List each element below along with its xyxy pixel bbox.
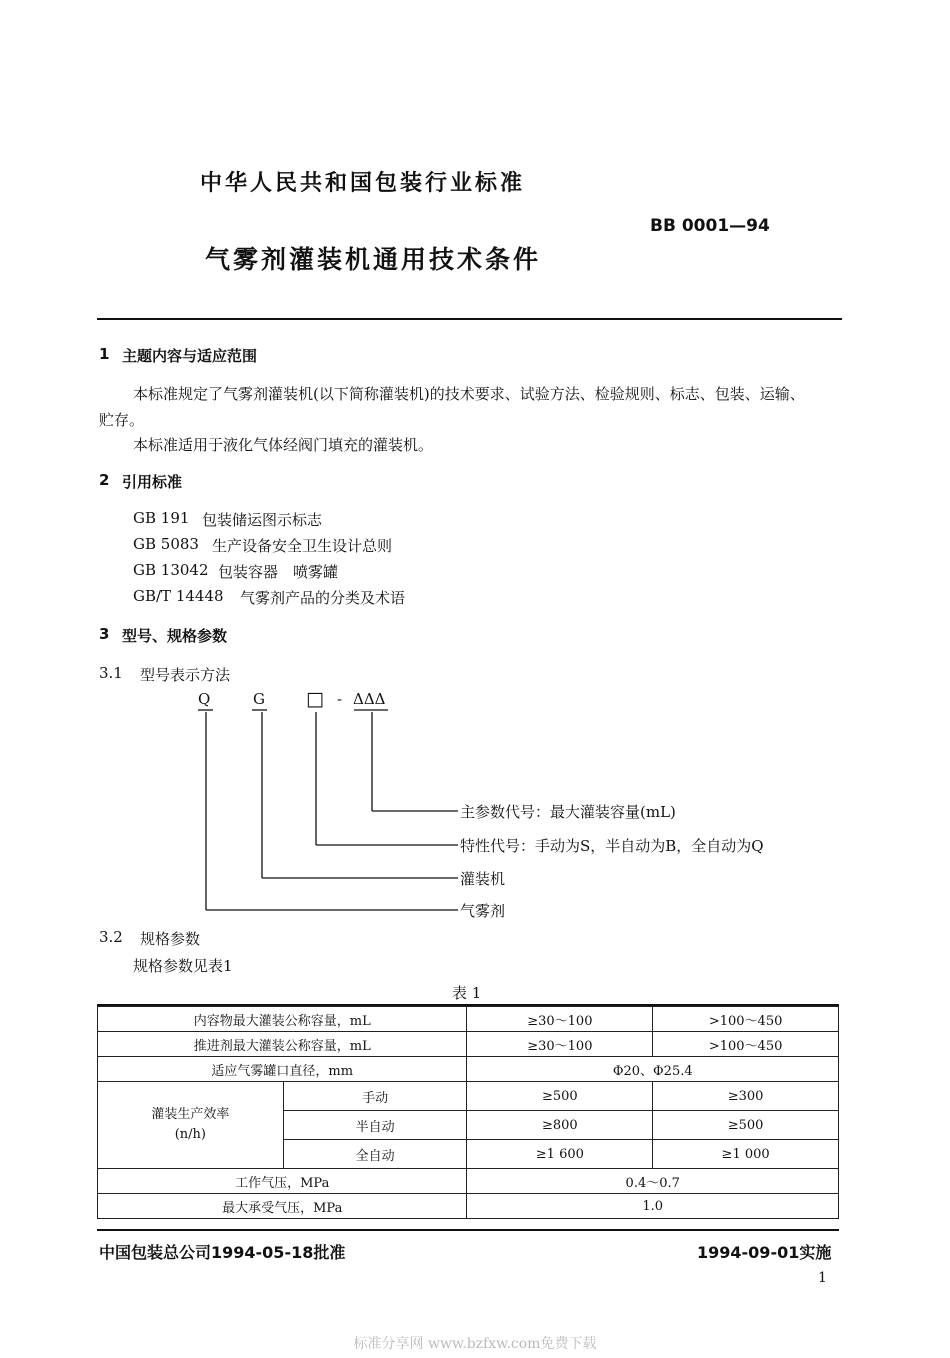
table-cell: 0.4～0.7 [467,1169,839,1194]
label-feature-code: 特性代号：手动为S，半自动为B，全自动为Q [460,837,764,855]
table-caption: 表 1 [452,984,482,1002]
reference-code: GB 5083 [133,535,199,553]
model-letter-q: Q [198,690,211,708]
table-row [98,1032,839,1057]
org-title: 中华人民共和国包装行业标准 [200,171,526,196]
subsection-3-2-heading: 规格参数 [140,930,201,948]
footer-divider [97,1229,839,1231]
table-cell: ≥800 [467,1111,653,1140]
standard-code: BB 0001—94 [650,216,770,236]
table-cell: ≥1 600 [467,1140,653,1169]
table-cell-label: 半自动 [283,1111,467,1140]
label-filling-machine: 灌装机 [460,870,506,888]
reference-code: GB 191 [133,509,190,527]
section-3-heading: 型号、规格参数 [122,627,228,645]
subsection-3-1-number: 3.1 [99,664,123,682]
table-row [98,1169,839,1194]
table-row [98,1082,839,1111]
table-cell: ≥1 000 [653,1140,839,1169]
section-1-paragraph-2: 本标准适用于液化气体经阀门填充的灌装机。 [133,436,434,454]
spec-table [97,1006,839,1219]
table-cell: ≥500 [467,1082,653,1111]
subsection-3-1-heading: 型号表示方法 [140,666,231,684]
section-1-paragraph-line-2: 贮存。 [99,411,145,429]
model-dash: - [337,690,343,708]
reference-title: 包装储运图示标志 [202,511,323,529]
section-2-number: 2 [99,471,110,489]
table-cell: ≥30～100 [467,1007,653,1032]
watermark: 标准分享网 www.bzfxw.com免费下载 [353,1336,597,1352]
subsection-3-2-text: 规格参数见表1 [133,957,233,975]
reference-title: 生产设备安全卫生设计总则 [212,537,393,555]
table-row [98,1194,839,1219]
label-main-parameter: 主参数代号：最大灌装容量(mL) [460,803,676,821]
table-cell-label: 全自动 [283,1140,467,1169]
section-1-number: 1 [99,345,110,363]
table-cell: ≥30～100 [467,1032,653,1057]
table-cell: 1.0 [467,1194,839,1219]
section-3-number: 3 [99,625,110,643]
table-cell: >100～450 [653,1032,839,1057]
document-title: 气雾剂灌装机通用技术条件 [205,245,542,274]
efficiency-label-line-1: 灌装生产效率 [151,1107,230,1122]
section-1-paragraph-line-1: 本标准规定了气雾剂灌装机(以下简称灌装机)的技术要求、试验方法、检验规则、标志、包装、运输、 [133,385,805,403]
table-cell-label: 工作气压，MPa [98,1169,467,1194]
label-aerosol: 气雾剂 [460,902,506,920]
page-number: 1 [818,1270,827,1286]
efficiency-label-line-2: (n/h) [174,1127,207,1142]
reference-title: 包装容器 喷雾罐 [218,563,339,581]
table-row [98,1007,839,1032]
reference-title: 气雾剂产品的分类及术语 [240,589,406,607]
model-box-placeholder: □ [306,688,324,710]
section-1-heading: 主题内容与适应范围 [122,347,258,365]
table-cell: ≥500 [653,1111,839,1140]
table-cell-label: 最大承受气压，MPa [98,1194,467,1219]
table-cell-label: 内容物最大灌装公称容量，mL [98,1007,467,1032]
section-2-heading: 引用标准 [122,473,183,491]
reference-code: GB 13042 [133,561,209,579]
table-cell-label: 手动 [283,1082,467,1111]
effective-date: 1994-09-01实施 [697,1243,832,1262]
table-cell-efficiency-label [98,1082,284,1169]
approval-line: 中国包装总公司1994-05-18批准 [99,1243,346,1262]
model-triangles: ΔΔΔ [353,690,386,708]
table-cell: ≥300 [653,1082,839,1111]
model-letter-g: G [253,690,265,708]
table-row [98,1057,839,1082]
subsection-3-2-number: 3.2 [99,928,123,946]
table-cell-label: 推进剂最大灌装公称容量，mL [98,1032,467,1057]
table-cell: Φ20、Φ25.4 [467,1057,839,1082]
reference-code: GB/T 14448 [133,587,224,605]
table-cell-label: 适应气雾罐口直径，mm [98,1057,467,1082]
table-cell: >100～450 [653,1007,839,1032]
